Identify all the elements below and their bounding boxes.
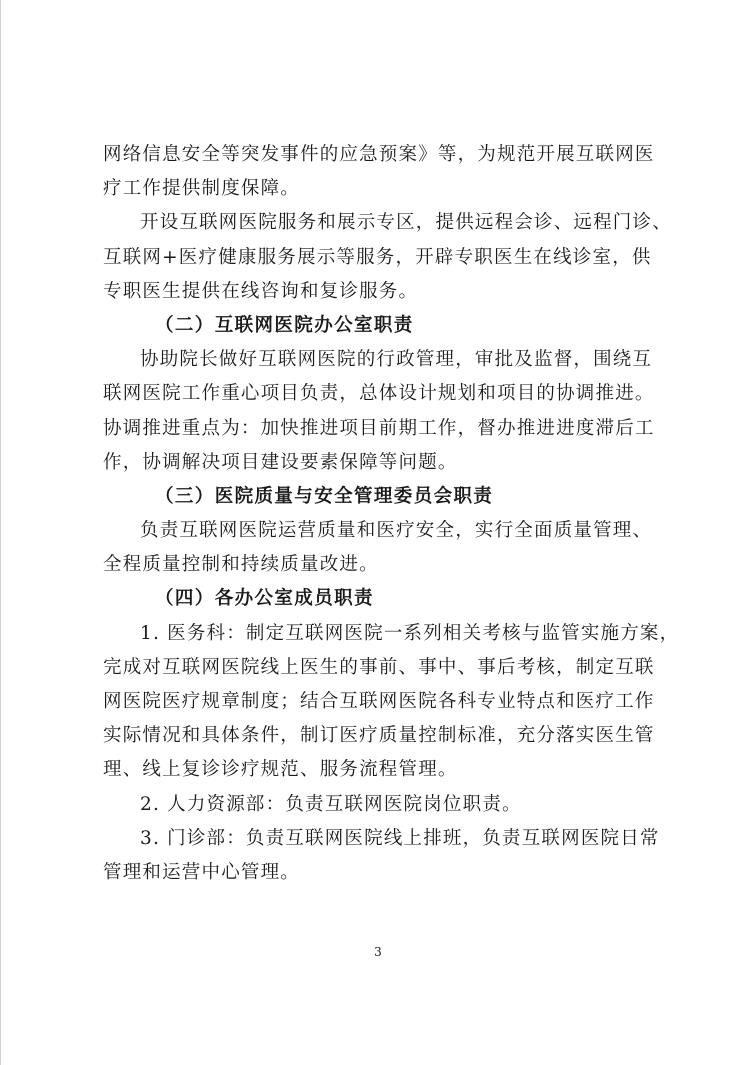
paragraph-line: 疗工作提供制度保障。: [103, 178, 301, 200]
paragraph-line: 专职医生提供在线咨询和复诊服务。: [103, 280, 419, 302]
paragraph-line: 1. 医务科：制定互联网医院一系列相关考核与监管实施方案，: [140, 622, 680, 644]
document-body: [103, 138, 680, 890]
section-heading: （二）互联网医院办公室职责: [155, 314, 414, 336]
paragraph-line: 开设互联网医院服务和展示专区，提供远程会诊、远程门诊、: [140, 212, 672, 234]
paragraph-line: 网络信息安全等突发事件的应急预案》等，为规范开展互联网医: [103, 144, 655, 165]
section-heading: （四）各办公室成员职责: [155, 588, 374, 610]
paragraph-line: 网医院医疗规章制度；结合互联网医院各科专业特点和医疗工作: [103, 691, 655, 712]
paragraph-line: 实际情况和具体条件，制订医疗质量控制标准，充分落实医生管: [103, 725, 655, 747]
page-number: 3: [374, 945, 382, 959]
paragraph-line: 3. 门诊部：负责互联网医院线上排班，负责互联网医院日常: [140, 827, 660, 849]
paragraph-line: 完成对互联网医院线上医生的事前、事中、事后考核，制定互联: [103, 656, 655, 678]
paragraph-line: 互联网+医疗健康服务展示等服务，开辟专职医生在线诊室，供: [103, 246, 652, 268]
paragraph-line: 协调推进重点为：加快推进项目前期工作，督办推进进度滞后工: [103, 417, 655, 439]
paragraph-line: 负责互联网医院运营质量和医疗安全，实行全面质量管理、: [140, 520, 653, 542]
paragraph-line: 联网医院工作重心项目负责，总体设计规划和项目的协调推进。: [103, 383, 655, 405]
paragraph-line: 2. 人力资源部：负责互联网医院岗位职责。: [140, 793, 522, 815]
section-heading: （三）医院质量与安全管理委员会职责: [155, 485, 494, 507]
paragraph-line: 作，协调解决项目建设要素保障等问题。: [103, 451, 458, 473]
page-edge: [0, 0, 1, 1065]
paragraph-line: 理、线上复诊诊疗规范、服务流程管理。: [103, 759, 458, 781]
paragraph-line: 协助院长做好互联网医院的行政管理，审批及监督，围绕互: [140, 349, 653, 371]
paragraph-line: 全程质量控制和持续质量改进。: [103, 554, 379, 576]
paragraph-line: 管理和运营中心管理。: [103, 861, 301, 883]
